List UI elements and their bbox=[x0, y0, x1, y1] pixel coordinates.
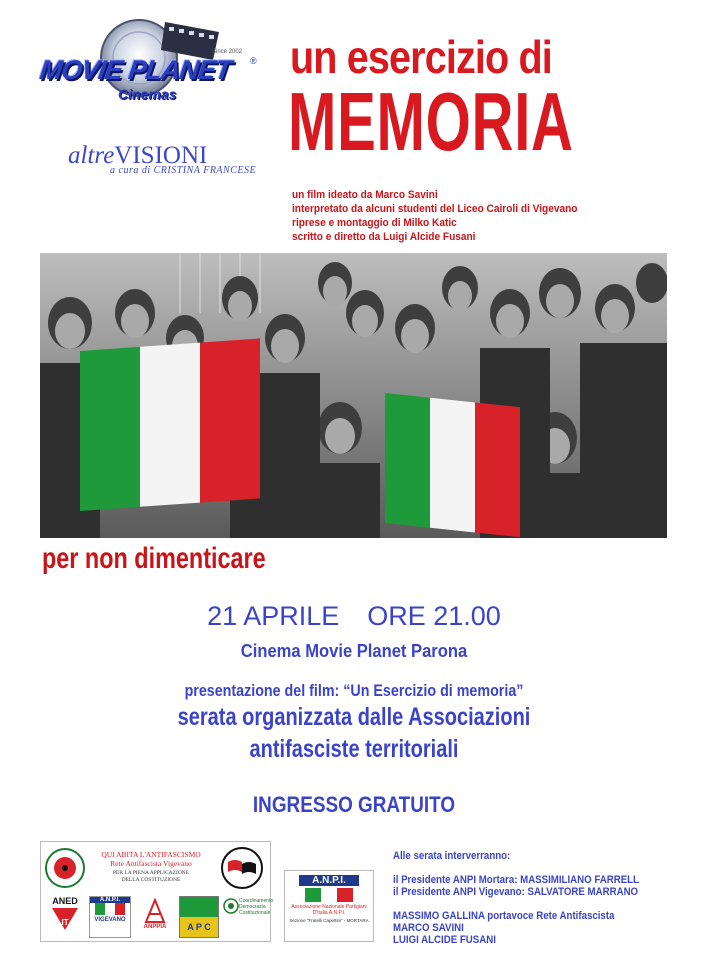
speaker-line: il Presidente ANPI Vigevano: SALVATORE MARRANO bbox=[393, 886, 639, 898]
logo-cinemas-text: Cinemas bbox=[118, 86, 177, 102]
qui-abita-note-1: PER LA PIENA APPLICAZIONE bbox=[112, 870, 190, 876]
speaker-line: LUIGI ALCIDE FUSANI bbox=[393, 934, 496, 946]
association-logos bbox=[40, 841, 274, 942]
registered-mark: ® bbox=[250, 56, 257, 66]
historical-photo bbox=[40, 253, 667, 538]
film-presentation: presentazione del film: “Un Esercizio di memoria” bbox=[184, 681, 524, 700]
anpi-vigevano-logo bbox=[89, 896, 131, 938]
anpi-mortara-sub: Associazione Nazionale Partigiani D'Italia A.N.P.I. bbox=[291, 904, 367, 916]
anpi-mortara-title: A.N.P.I. bbox=[299, 875, 359, 886]
title-line-1: un esercizio di bbox=[290, 31, 552, 83]
credit-line: un film ideato da Marco Savini bbox=[292, 189, 438, 201]
aned-logo bbox=[45, 896, 85, 938]
anppia-logo bbox=[135, 896, 175, 938]
qui-abita-block bbox=[89, 850, 213, 884]
poppy-logo bbox=[45, 846, 85, 890]
event-date: 21 APRILE bbox=[207, 601, 340, 631]
qui-abita-note-2: DELLA COSTITUZIONE bbox=[121, 877, 181, 883]
anpi-mortara-section: Sezione "Fratelli Capettini" - MORTARA bbox=[289, 918, 369, 923]
anppia-label: ANPPIA bbox=[143, 924, 167, 930]
credit-line: riprese e montaggio di Milko Katic bbox=[292, 217, 457, 229]
anpi-mortara-logo bbox=[284, 870, 374, 942]
organizers-line-2: antifasciste territoriali bbox=[249, 735, 459, 763]
free-entry: INGRESSO GRATUITO bbox=[252, 792, 456, 817]
speaker-line: MARCO SAVINI bbox=[393, 922, 464, 934]
curated-by-text: a cura di CRISTINA FRANCESE bbox=[110, 165, 257, 176]
qui-abita-title: QUI ABITA L'ANTIFASCISMO bbox=[101, 850, 201, 859]
speaker-line: il Presidente ANPI Mortara: MASSIMILIANO FARRELL bbox=[393, 874, 639, 886]
altre-suffix: VISIONI bbox=[114, 142, 208, 169]
logo-brand-text: MOVIE PLANET bbox=[37, 55, 233, 85]
event-time: ORE 21.00 bbox=[367, 601, 501, 631]
aned-it-label: IT bbox=[61, 918, 69, 927]
speakers-heading: Alle serata interverranno: bbox=[393, 850, 511, 862]
coordinamento-logo bbox=[223, 898, 274, 938]
tagline: per non dimenticare bbox=[42, 542, 266, 575]
organizers-line-1: serata organizzata dalle Associazioni bbox=[177, 703, 531, 731]
title-line-2: MEMORIA bbox=[288, 75, 574, 168]
anpi-small-label: A.N.P.I. bbox=[90, 897, 130, 903]
event-venue: Cinema Movie Planet Parona bbox=[240, 641, 468, 661]
speakers-list bbox=[393, 850, 639, 946]
film-credits bbox=[292, 188, 577, 244]
apc-logo bbox=[179, 896, 219, 938]
event-date-time bbox=[0, 601, 708, 632]
altre-prefix: altre bbox=[68, 142, 115, 169]
apc-label: A P C bbox=[180, 917, 218, 937]
antifa-logo bbox=[219, 846, 265, 890]
credit-line: interpretato da alcuni studenti del Liceo Cairoli di Vigevano bbox=[292, 203, 578, 215]
logo-since-text: Since 2002 bbox=[212, 49, 243, 55]
qui-abita-sub: Rete Antifascista Vigevano bbox=[110, 859, 192, 868]
anpi-vigevano-label: VIGEVANO bbox=[94, 917, 126, 923]
aned-label: ANED bbox=[52, 896, 78, 906]
credit-line: scritto e diretto da Luigi Alcide Fusani bbox=[292, 231, 476, 243]
speaker-line: MASSIMO GALLINA portavoce Rete Antifascista bbox=[393, 910, 615, 922]
coord-label: Coordinamento Democrazia Costituzionale bbox=[239, 898, 274, 916]
